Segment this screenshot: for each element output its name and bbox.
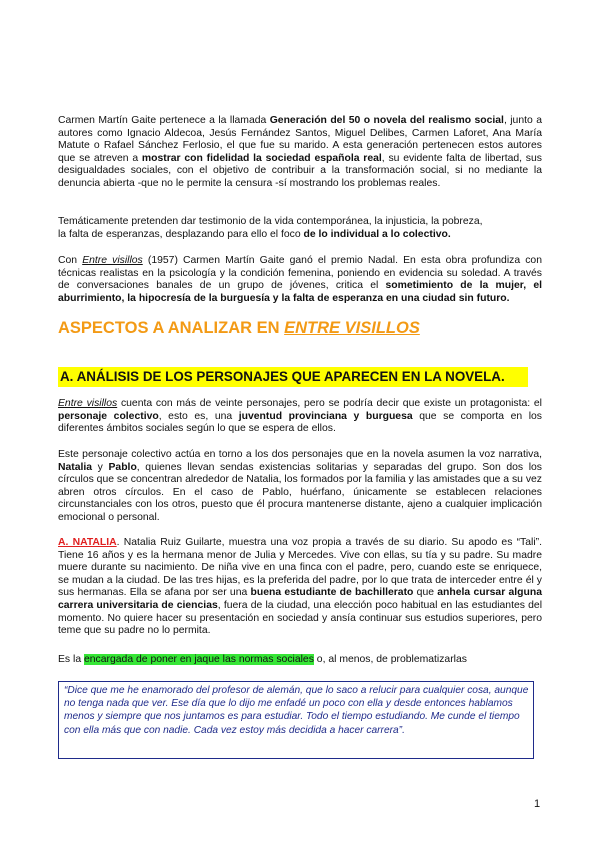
bold-run: de lo individual a lo colectivo. — [303, 228, 451, 240]
role-paragraph — [58, 654, 542, 667]
heading-prefix: ASPECTOS A ANALIZAR EN — [58, 319, 285, 337]
novel-paragraph — [58, 255, 542, 305]
text-run: (1957) Carmen Martín Gaite ganó el premio Nadal. En esta obra profundiza con técnicas realistas en la psicología y la condición femenina, poniendo en evidencia su soledad. A través de conversaciones banales de un grupo de jóvenes, critica el — [58, 255, 542, 292]
text-run: Carmen Martín Gaite pertenece a la llamada — [58, 115, 270, 126]
text-run: Con — [58, 255, 83, 266]
main-heading — [58, 318, 420, 338]
themes-paragraph — [58, 216, 542, 241]
book-title: Entre visillos — [82, 255, 143, 266]
text-run: Este personaje colectivo actúa en torno a los dos personajes que en la novela asumen la voz narrativa, — [58, 449, 542, 460]
text-run: cuenta con más de veinte personajes, pero se podría decir que existe un protagonista: el — [117, 398, 542, 409]
section-a-heading: A. ANÁLISIS DE LOS PERSONAJES QUE APARECEN EN LA NOVELA. — [60, 369, 505, 384]
text-run: que — [413, 587, 438, 599]
text-run: que se comporta en los diferentes ámbitos sociales según lo que se espera de ellos. — [58, 410, 542, 435]
bold-run: Generación del 50 o novela del realismo social — [269, 115, 504, 126]
collective-paragraph — [58, 449, 542, 525]
text-run: Temáticamente pretenden dar testimonio de la vida contemporánea, la injusticia, la pobreza, — [58, 216, 483, 227]
text-run: , su evidente falta de libertad, sus desigualdades sociales, con el objetivo de contribuir a la transformación social, si no mediante la denuncia abierta -que no le permite la censura -sí mostrando los problemas reales. — [58, 152, 542, 189]
protagonist-paragraph — [58, 398, 542, 436]
text-run: , quienes llevan sendas existencias solitarias y separadas del grupo. Son dos los círculos que se concentran alrededor de Natalia, los formados por la familia y las amistades que a su vez abren otros círculos. En el caso de Pablo, huérfano, únicamente se establecen relaciones circunstanciales con los otros, puesto que él procura mantenerse distante, ajeno a cualquier implicación emocional o personal. — [58, 461, 542, 523]
natalia-label: A. NATALIA — [58, 537, 117, 548]
bold-run: sometimiento de la mujer, el aburrimiento, la hipocresía de la burguesía y la falta de esperanza en una ciudad sin futuro. — [58, 280, 542, 304]
diary-quote: “Dice que me he enamorado del profesor de alemán, que lo saco a relucir para cualquier cosa, aunque no tenga nada que ver. Ese día que lo dijo me enfadé un poco con ella y desde entonces hablamos menos y siempre que nos juntamos es para estudiar. Todo el tiempo estudiando. Me cunde el tiempo con ella más que con nadie. Cada vez estoy más decidida a hacer carrera”. — [64, 685, 529, 736]
text-run: Es la — [58, 654, 84, 665]
text-run: , esto es, una — [158, 410, 239, 422]
highlighted-run: encargada de poner en jaque las normas sociales — [84, 654, 314, 665]
page-number: 1 — [534, 798, 541, 810]
text-run: la falta de esperanzas, desplazando para ello el foco — [58, 228, 304, 240]
heading-title: ENTRE VISILLOS — [284, 319, 420, 337]
diary-quote-box — [58, 681, 534, 759]
text-run: o, al menos, de problematizarlas — [313, 654, 467, 665]
text-run: y — [92, 461, 109, 473]
bold-run: anhela cursar alguna carrera universitaria de ciencias — [58, 587, 543, 611]
bold-run: Pablo — [108, 461, 137, 473]
bold-run: personaje colectivo — [58, 410, 159, 422]
bold-run: Natalia — [58, 461, 93, 473]
bold-run: juventud provinciana y burguesa — [238, 410, 413, 422]
bold-run: mostrar con fidelidad la sociedad española real — [141, 152, 382, 164]
book-title: Entre visillos — [58, 398, 118, 409]
natalia-paragraph — [58, 537, 542, 638]
text-run: , junto a autores como Ignacio Aldecoa, Jesús Fernández Santos, Miguel Delibes, Carmen Laforet, Ana María Matute o Rafael Sánchez Ferlosio, el que fue su marido. A esta generación pertenecen estos autores que se atreven a — [58, 115, 542, 164]
text-run: . Natalia Ruiz Guilarte, muestra una voz propia a través de su diario. Su apodo es “Tali”. Tiene 16 años y es la hermana menor de Julia y Mercedes. Vive con ellas, su tía y su padre. Su madre muere durante su nacimiento. De niña vive en una finca con el padre, pero, cuando este se enriquece, se mudan a la ciudad. De las tres hijas, es la preferida del padre, por lo que trata de interceder entre él y sus hermanas. Ella se afana por ser una — [58, 537, 542, 599]
text-run: , fuera de la ciudad, una elección poco habitual en las estudiantes del momento. No quiere hacer su presentación en sociedad y ansía continuar sus estudios superiores, pero teme que su padre no lo permita. — [58, 599, 543, 637]
intro-paragraph — [58, 115, 542, 191]
bold-run: buena estudiante de bachillerato — [250, 587, 414, 599]
